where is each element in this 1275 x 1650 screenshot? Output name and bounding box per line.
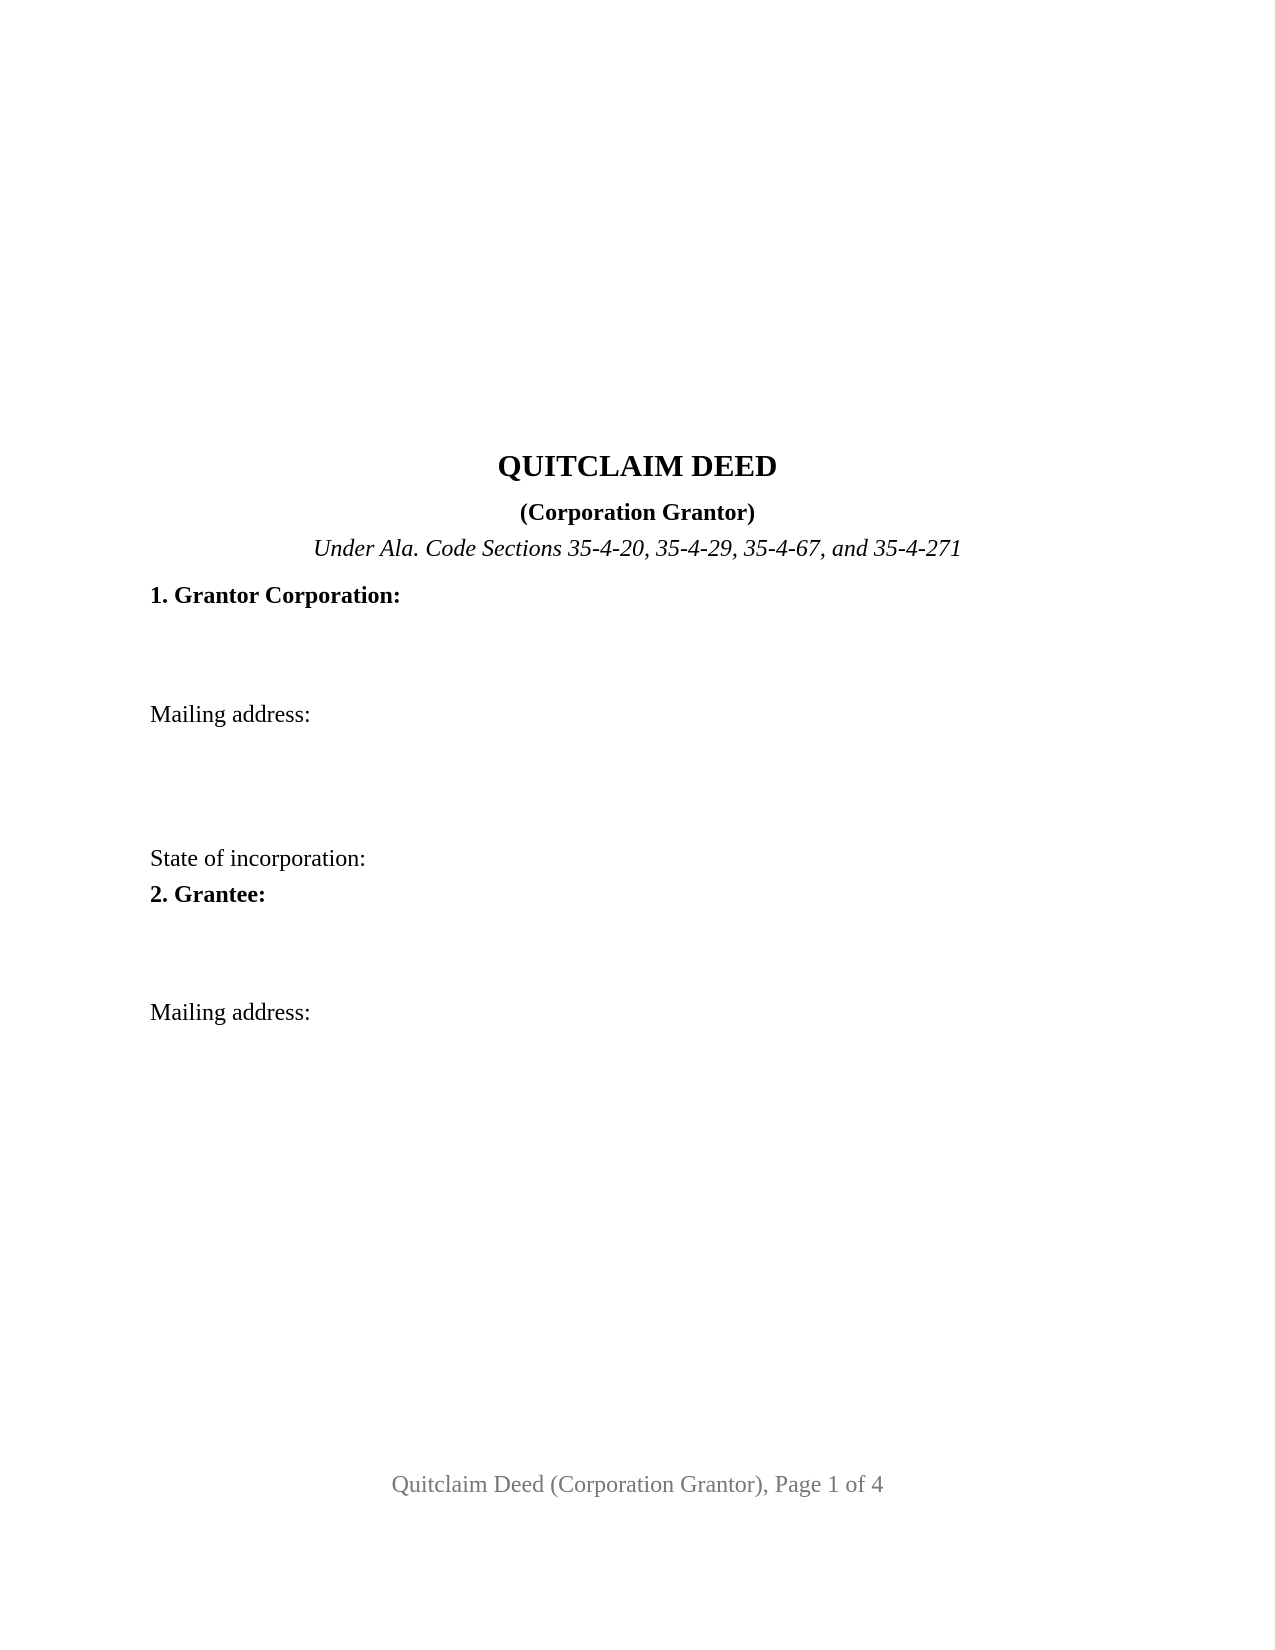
document-subtitle: (Corporation Grantor)	[519, 500, 756, 526]
grantee-mailing-address-label: Mailing address:	[150, 1000, 311, 1026]
page-footer: Quitclaim Deed (Corporation Grantor), Page 1 of 4	[391, 1472, 884, 1498]
grantor-mailing-address-label: Mailing address:	[150, 702, 311, 728]
grantor-heading: 1. Grantor Corporation:	[150, 583, 401, 609]
state-of-incorporation-label: State of incorporation:	[150, 846, 366, 872]
document-title: QUITCLAIM DEED	[497, 448, 778, 483]
grantee-heading: 2. Grantee:	[150, 882, 266, 908]
statute-reference: Under Ala. Code Sections 35-4-20, 35-4-29, 35-4-67, and 35-4-271	[313, 536, 962, 562]
